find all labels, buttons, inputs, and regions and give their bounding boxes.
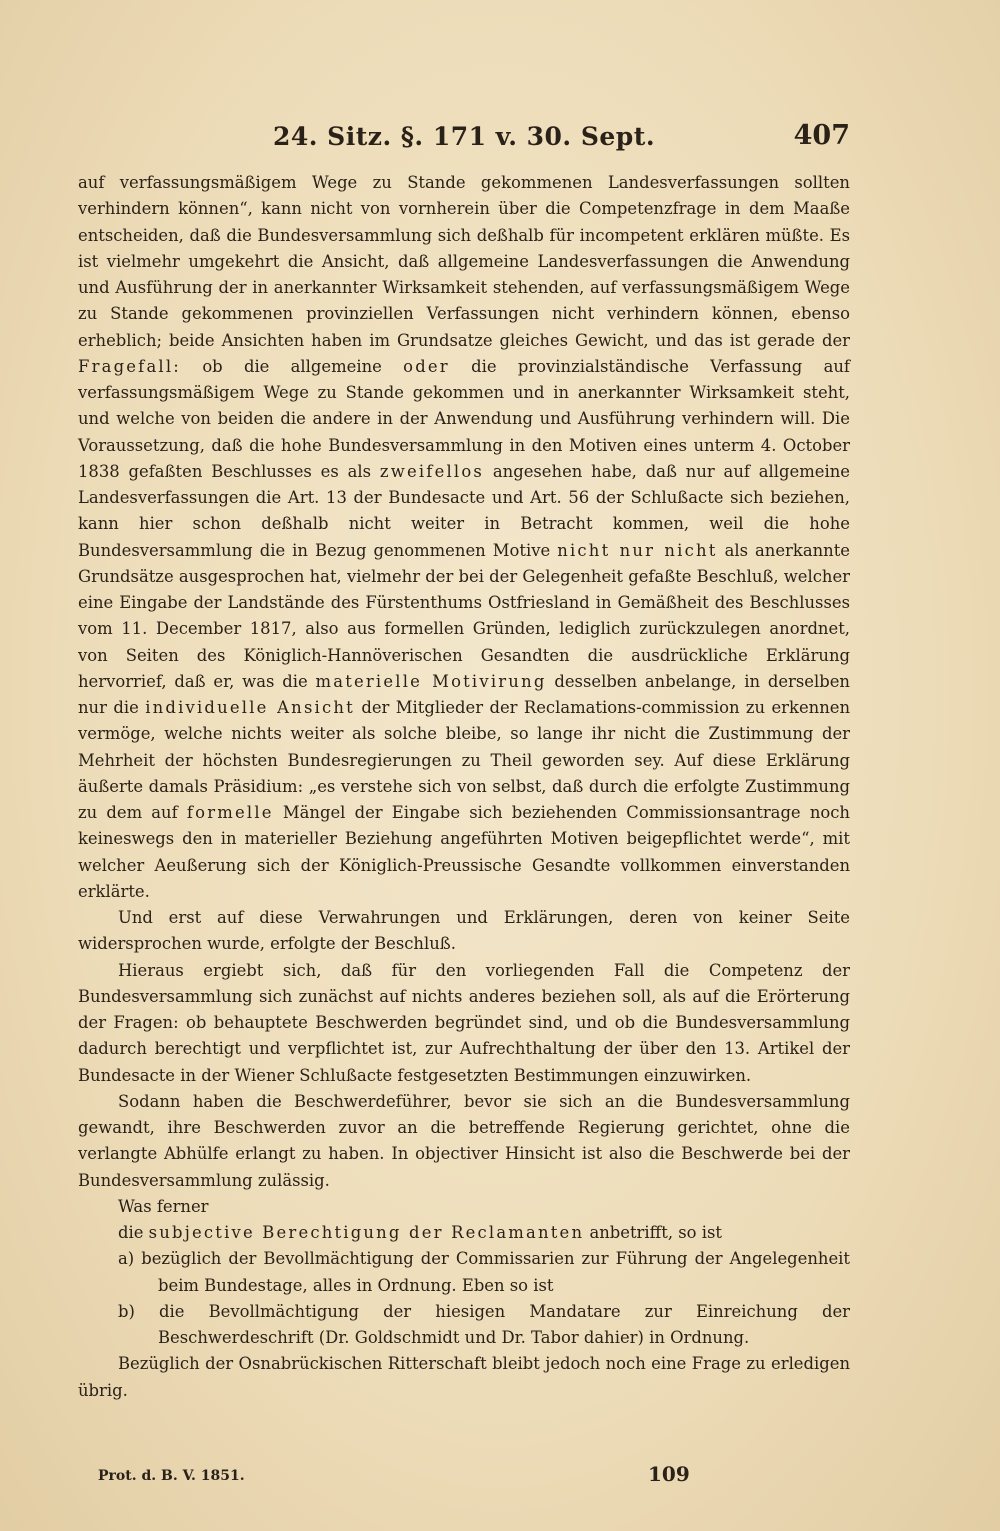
spaced-emphasis: nicht nur nicht — [557, 540, 718, 560]
spaced-emphasis: formelle — [186, 803, 274, 822]
spaced-emphasis: oder — [403, 356, 450, 376]
paragraph — [78, 1220, 850, 1246]
text-run: auf verfassungsmäßigem Wege zu Stande gekommenen Landesverfassungen sollten verhindern können“, kann nicht von vornherein über die Competenzfrage in dem Maaße entscheiden, daß die Bundesversammlung sich deßhalb für incompetent erklären müßte. Es ist vielmehr umgekehrt die Ansicht, daß allgemeine Landesverfassungen die Anwendung und Ausführung der in anerkannter Wirksamkeit stehenden, auf verfassungsmäßigem Wege zu Stande gekommenen provinziellen Verfassungen nicht verhindern können, ebenso erheblich; beide Ansichten haben im Grundsatze gleiches Gewicht, und das ist gerade der — [78, 173, 850, 350]
text-run: die — [118, 1223, 144, 1242]
spaced-emphasis: subjective Berechtigung der Reclamanten — [148, 1223, 585, 1242]
text-run: als anerkannte Grundsätze ausgesprochen hat, vielmehr der bei der Gelegenheit gefaßte Beschluß, welcher eine Eingabe der Landstände des Fürstenthums Ostfriesland in Gemäßheit des Beschlusses vom 11. December 1817, also aus formellen Gründen, lediglich zurückzulegen anordnet, von Seiten des Königlich-Hannöverischen Gesandten die ausdrückliche Erklärung hervorrief, daß er, was die — [78, 540, 850, 691]
page-header — [78, 120, 850, 160]
spaced-emphasis: Fragefall: — [78, 356, 182, 376]
paragraph: Hieraus ergiebt sich, daß für den vorliegenden Fall die Competenz der Bundesversammlung sich zunächst auf nichts anderes beziehen soll, als auf die Erörterung der Fragen: ob behauptete Beschwerden begründet sind, und ob die Bundesversammlung dadurch berechtigt und verpflichtet ist, zur Aufrechthaltung der über den 13. Artikel der Bundesacte in der Wiener Schlußacte festgesetzten Bestimmungen einzuwirken. — [78, 960, 850, 1085]
text-run: desselben anbelange, in derselben nur die — [78, 671, 850, 717]
text-run: Mängel der Eingabe sich beziehenden Commissionsantrage noch keineswegs den in materieller Beziehung angeführten Motiven beigepflichtet werde“, mit welcher Aeußerung sich der Königlich-Preussische Gesandte vollkommen einverstanden erklärte. — [78, 803, 850, 901]
paragraph: Und erst auf diese Verwahrungen und Erklärungen, deren von keiner Seite widersprochen wurde, erfolgte der Beschluß. — [78, 908, 850, 954]
paragraph: Was ferner — [118, 1196, 209, 1216]
paragraph — [78, 170, 850, 905]
spaced-emphasis: materielle Motivirung — [315, 671, 547, 691]
text-run: die provinzialständische Verfassung auf verfassungsmäßigem Wege zu Stande gekommen und in anerkannter Wirksamkeit steht, und welche von beiden die andere in der Anwendung und Ausführung verhindern will. Die Voraussetzung, daß die hohe Bundesversammlung in den Motiven eines unterm 4. October 1838 gefaßten Beschlusses es als — [78, 356, 850, 481]
list-item: b) die Bevollmächtigung der hiesigen Mandatare zur Einreichung der Beschwerdeschrift (Dr. Goldschmidt und Dr. Tabor dahier) in Ordnung. — [118, 1301, 850, 1347]
text-run: angesehen habe, daß nur auf allgemeine Landesverfassungen die Art. 13 der Bundesacte und Art. 56 der Schlußacte sich beziehen, kann hier schon deßhalb nicht weiter in Betracht kommen, weil die hohe Bundesversammlung die in Bezug genommenen Motive — [78, 461, 850, 560]
text-run: anbetrifft, so ist — [589, 1223, 723, 1242]
spaced-emphasis: zweifellos — [379, 461, 485, 481]
page-number: 407 — [793, 120, 850, 151]
running-title: 24. Sitz. §. 171 v. 30. Sept. — [272, 122, 656, 151]
body-text — [78, 170, 850, 1404]
text-run: ob die allgemeine — [202, 356, 382, 376]
paragraph: Sodann haben die Beschwerdeführer, bevor sie sich an die Bundesversammlung gewandt, ihre Beschwerden zuvor an die betreffende Regierung gerichtet, ohne die verlangte Abhülfe erlangt zu haben. In objectiver Hinsicht ist also die Beschwerde bei der Bundesversammlung zulässig. — [78, 1091, 850, 1190]
signature-mark: Prot. d. B. V. 1851. — [98, 1468, 245, 1484]
page-footer — [78, 1462, 850, 1492]
spaced-emphasis: individuelle Ansicht — [145, 698, 355, 717]
sheet-number: 109 — [648, 1462, 690, 1486]
text-run: der Mitglieder der Reclamations-commission zu erkennen vermöge, welche nichts weiter als solche bleibe, so lange ihr nicht die Zustimmung der Mehrheit der höchsten Bundesregierungen zu Theil geworden sey. Auf diese Erklärung äußerte damals Präsidium: „es verstehe sich von selbst, daß durch die erfolgte Zustimmung zu dem auf — [78, 698, 851, 822]
paragraph: Bezüglich der Osnabrückischen Ritterschaft bleibt jedoch noch eine Frage zu erledigen übrig. — [78, 1354, 850, 1400]
list-item: a) bezüglich der Bevollmächtigung der Commissarien zur Führung der Angelegenheit beim Bundestage, alles in Ordnung. Eben so ist — [118, 1249, 850, 1295]
